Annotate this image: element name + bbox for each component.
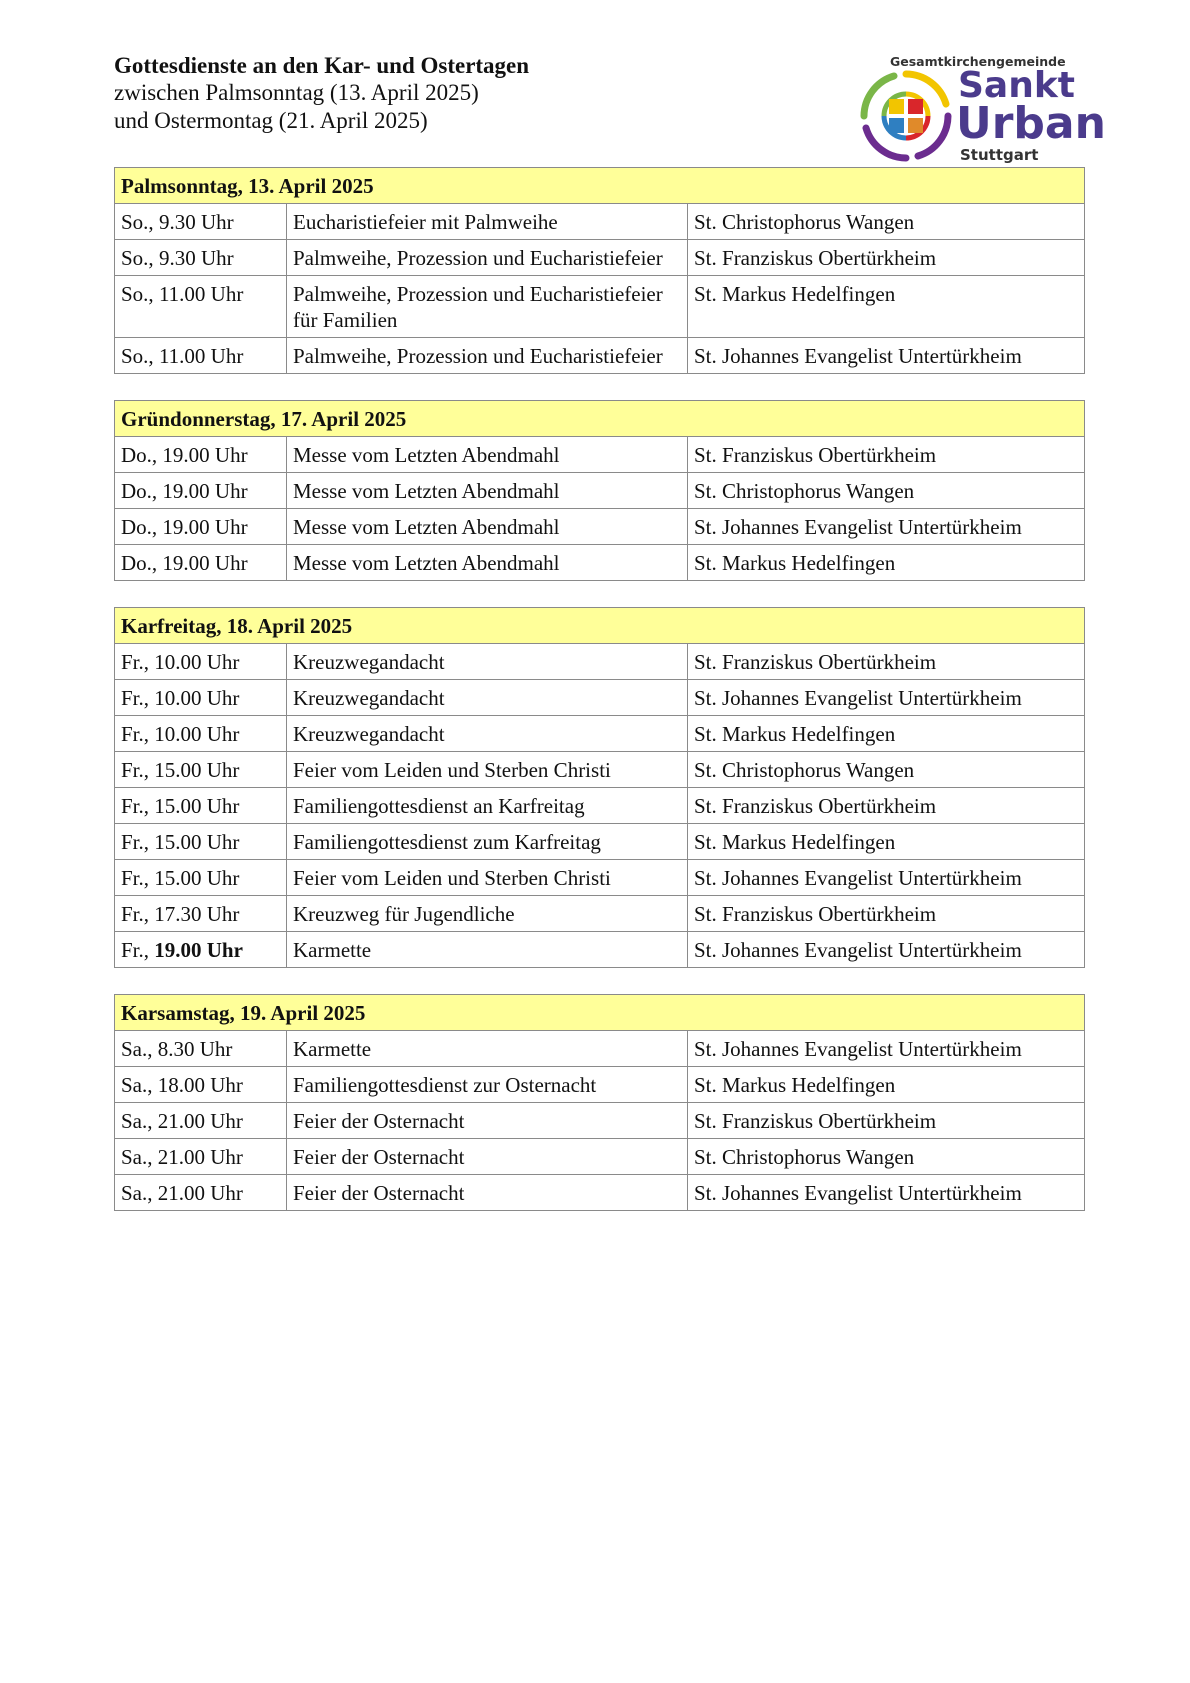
- service-time: [115, 1139, 287, 1175]
- document-subtitle-line-2: und Ostermontag (21. April 2025): [114, 108, 428, 133]
- service-clock-time: 15.00 Uhr: [154, 794, 240, 818]
- service-location: St. Christophorus Wangen: [688, 473, 1085, 509]
- service-time: [115, 680, 287, 716]
- service-clock-time: 19.00 Uhr: [162, 443, 248, 467]
- service-description: Messe vom Letzten Abendmahl: [287, 473, 688, 509]
- section-header-row: [115, 168, 1085, 204]
- schedule-table-0: [114, 167, 1085, 374]
- service-description: Karmette: [287, 932, 688, 968]
- table-row: [115, 932, 1085, 968]
- service-time: [115, 437, 287, 473]
- section-title: Gründonnerstag, 17. April 2025: [115, 401, 1085, 437]
- service-day: Fr.,: [121, 794, 150, 818]
- schedule-table-3: [114, 994, 1085, 1211]
- service-description: Messe vom Letzten Abendmahl: [287, 545, 688, 581]
- service-description: Messe vom Letzten Abendmahl: [287, 509, 688, 545]
- table-row: [115, 1175, 1085, 1211]
- service-time: [115, 860, 287, 896]
- service-clock-time: 19.00 Uhr: [162, 515, 248, 539]
- document-header: [114, 52, 529, 135]
- table-row: [115, 788, 1085, 824]
- service-time: [115, 473, 287, 509]
- service-description: Familiengottesdienst an Karfreitag: [287, 788, 688, 824]
- service-clock-time: 10.00 Uhr: [154, 722, 240, 746]
- schedule-table-2: [114, 607, 1085, 968]
- service-description: Palmweihe, Prozession und Eucharistiefeier: [287, 338, 688, 374]
- service-clock-time: 21.00 Uhr: [157, 1145, 243, 1169]
- service-day: Sa.,: [121, 1181, 153, 1205]
- logo-stuttgart-text: Stuttgart: [960, 146, 1039, 164]
- service-description: Kreuzwegandacht: [287, 680, 688, 716]
- table-row: [115, 1067, 1085, 1103]
- service-day: Do.,: [121, 479, 158, 503]
- service-location: St. Franziskus Obertürkheim: [688, 1103, 1085, 1139]
- service-description: Feier der Osternacht: [287, 1175, 688, 1211]
- service-description: Feier der Osternacht: [287, 1103, 688, 1139]
- service-location: St. Christophorus Wangen: [688, 752, 1085, 788]
- service-description: Feier vom Leiden und Sterben Christi: [287, 752, 688, 788]
- service-description: Familiengottesdienst zur Osternacht: [287, 1067, 688, 1103]
- service-day: Fr.,: [121, 866, 150, 890]
- service-day: Fr.,: [121, 722, 150, 746]
- section-header-row: [115, 401, 1085, 437]
- service-day: Sa.,: [121, 1037, 153, 1061]
- service-time: [115, 1175, 287, 1211]
- service-clock-time: 15.00 Uhr: [154, 830, 240, 854]
- service-location: St. Johannes Evangelist Untertürkheim: [688, 509, 1085, 545]
- service-description: Kreuzwegandacht: [287, 716, 688, 752]
- table-row: [115, 437, 1085, 473]
- document-subtitle-line-1: zwischen Palmsonntag (13. April 2025): [114, 80, 479, 105]
- service-day: So.,: [121, 246, 154, 270]
- service-day: Do.,: [121, 443, 158, 467]
- table-row: [115, 509, 1085, 545]
- service-location: St. Johannes Evangelist Untertürkheim: [688, 680, 1085, 716]
- table-row: [115, 896, 1085, 932]
- logo-ring-icon: [858, 68, 954, 164]
- service-day: Fr.,: [121, 902, 150, 926]
- table-row: [115, 752, 1085, 788]
- service-clock-time: 15.00 Uhr: [154, 758, 240, 782]
- service-location: St. Johannes Evangelist Untertürkheim: [688, 860, 1085, 896]
- service-description: Messe vom Letzten Abendmahl: [287, 437, 688, 473]
- section-header-row: [115, 995, 1085, 1031]
- table-row: [115, 473, 1085, 509]
- service-clock-time: 11.00 Uhr: [158, 344, 244, 368]
- service-day: Sa.,: [121, 1109, 153, 1133]
- service-location: St. Franziskus Obertürkheim: [688, 788, 1085, 824]
- schedule-sections: [114, 167, 1084, 1237]
- service-location: St. Johannes Evangelist Untertürkheim: [688, 1175, 1085, 1211]
- service-description: Karmette: [287, 1031, 688, 1067]
- service-description: Palmweihe, Prozession und Eucharistiefeier: [287, 240, 688, 276]
- service-day: Sa.,: [121, 1145, 153, 1169]
- service-day: Do.,: [121, 551, 158, 575]
- service-clock-time: 19.00 Uhr: [154, 938, 243, 962]
- service-clock-time: 10.00 Uhr: [154, 686, 240, 710]
- service-clock-time: 9.30 Uhr: [158, 210, 234, 234]
- service-location: St. Markus Hedelfingen: [688, 1067, 1085, 1103]
- service-time: [115, 338, 287, 374]
- section-title: Karfreitag, 18. April 2025: [115, 608, 1085, 644]
- table-row: [115, 644, 1085, 680]
- service-day: So.,: [121, 344, 154, 368]
- table-row: [115, 860, 1085, 896]
- service-time: [115, 1103, 287, 1139]
- table-row: [115, 680, 1085, 716]
- service-clock-time: 21.00 Uhr: [157, 1109, 243, 1133]
- service-location: St. Markus Hedelfingen: [688, 824, 1085, 860]
- service-time: [115, 545, 287, 581]
- service-location: St. Franziskus Obertürkheim: [688, 240, 1085, 276]
- service-clock-time: 19.00 Uhr: [162, 479, 248, 503]
- service-clock-time: 9.30 Uhr: [158, 246, 234, 270]
- service-time: [115, 788, 287, 824]
- service-day: Fr.,: [121, 686, 150, 710]
- table-row: [115, 276, 1085, 338]
- service-time: [115, 276, 287, 338]
- service-day: Do.,: [121, 515, 158, 539]
- service-day: Fr.,: [121, 830, 150, 854]
- service-location: St. Franziskus Obertürkheim: [688, 896, 1085, 932]
- table-row: [115, 204, 1085, 240]
- service-clock-time: 8.30 Uhr: [157, 1037, 233, 1061]
- service-day: Fr.,: [121, 650, 150, 674]
- service-location: St. Johannes Evangelist Untertürkheim: [688, 1031, 1085, 1067]
- service-time: [115, 716, 287, 752]
- service-location: St. Markus Hedelfingen: [688, 716, 1085, 752]
- service-description: Kreuzwegandacht: [287, 644, 688, 680]
- logo-sankt-text: Sankt: [958, 65, 1075, 106]
- section-title: Karsamstag, 19. April 2025: [115, 995, 1085, 1031]
- service-clock-time: 11.00 Uhr: [158, 282, 244, 306]
- service-description: Feier der Osternacht: [287, 1139, 688, 1175]
- service-time: [115, 204, 287, 240]
- table-row: [115, 1103, 1085, 1139]
- service-time: [115, 896, 287, 932]
- logo-urban-text: Urban: [956, 98, 1106, 149]
- service-clock-time: 10.00 Uhr: [154, 650, 240, 674]
- service-clock-time: 21.00 Uhr: [157, 1181, 243, 1205]
- service-location: St. Franziskus Obertürkheim: [688, 437, 1085, 473]
- service-day: So.,: [121, 282, 154, 306]
- section-title: Palmsonntag, 13. April 2025: [115, 168, 1085, 204]
- logo-gemeinde-text: Gesamtkirchengemeinde: [890, 54, 1066, 69]
- service-clock-time: 18.00 Uhr: [157, 1073, 243, 1097]
- service-day: So.,: [121, 210, 154, 234]
- service-time: [115, 240, 287, 276]
- table-row: [115, 824, 1085, 860]
- service-time: [115, 932, 287, 968]
- service-time: [115, 1031, 287, 1067]
- service-description: Feier vom Leiden und Sterben Christi: [287, 860, 688, 896]
- service-day: Sa.,: [121, 1073, 153, 1097]
- service-description: Familiengottesdienst zum Karfreitag: [287, 824, 688, 860]
- table-row: [115, 716, 1085, 752]
- service-description: Kreuzweg für Jugendliche: [287, 896, 688, 932]
- service-location: St. Markus Hedelfingen: [688, 276, 1085, 338]
- service-location: St. Franziskus Obertürkheim: [688, 644, 1085, 680]
- service-location: St. Johannes Evangelist Untertürkheim: [688, 338, 1085, 374]
- service-time: [115, 509, 287, 545]
- service-location: St. Christophorus Wangen: [688, 204, 1085, 240]
- service-time: [115, 752, 287, 788]
- table-row: [115, 1031, 1085, 1067]
- sankt-urban-logo: [858, 52, 1106, 167]
- service-clock-time: 17.30 Uhr: [154, 902, 240, 926]
- table-row: [115, 240, 1085, 276]
- service-time: [115, 644, 287, 680]
- service-location: St. Johannes Evangelist Untertürkheim: [688, 932, 1085, 968]
- service-day: Fr.,: [121, 938, 150, 962]
- table-row: [115, 545, 1085, 581]
- service-location: St. Markus Hedelfingen: [688, 545, 1085, 581]
- service-description: Eucharistiefeier mit Palmweihe: [287, 204, 688, 240]
- section-header-row: [115, 608, 1085, 644]
- service-day: Fr.,: [121, 758, 150, 782]
- service-clock-time: 19.00 Uhr: [162, 551, 248, 575]
- service-description: Palmweihe, Prozession und Eucharistiefeier für Familien: [287, 276, 688, 338]
- service-time: [115, 1067, 287, 1103]
- document-title: Gottesdienste an den Kar- und Ostertagen: [114, 53, 530, 78]
- service-clock-time: 15.00 Uhr: [154, 866, 240, 890]
- service-time: [115, 824, 287, 860]
- table-row: [115, 1139, 1085, 1175]
- schedule-table-1: [114, 400, 1085, 581]
- table-row: [115, 338, 1085, 374]
- service-location: St. Christophorus Wangen: [688, 1139, 1085, 1175]
